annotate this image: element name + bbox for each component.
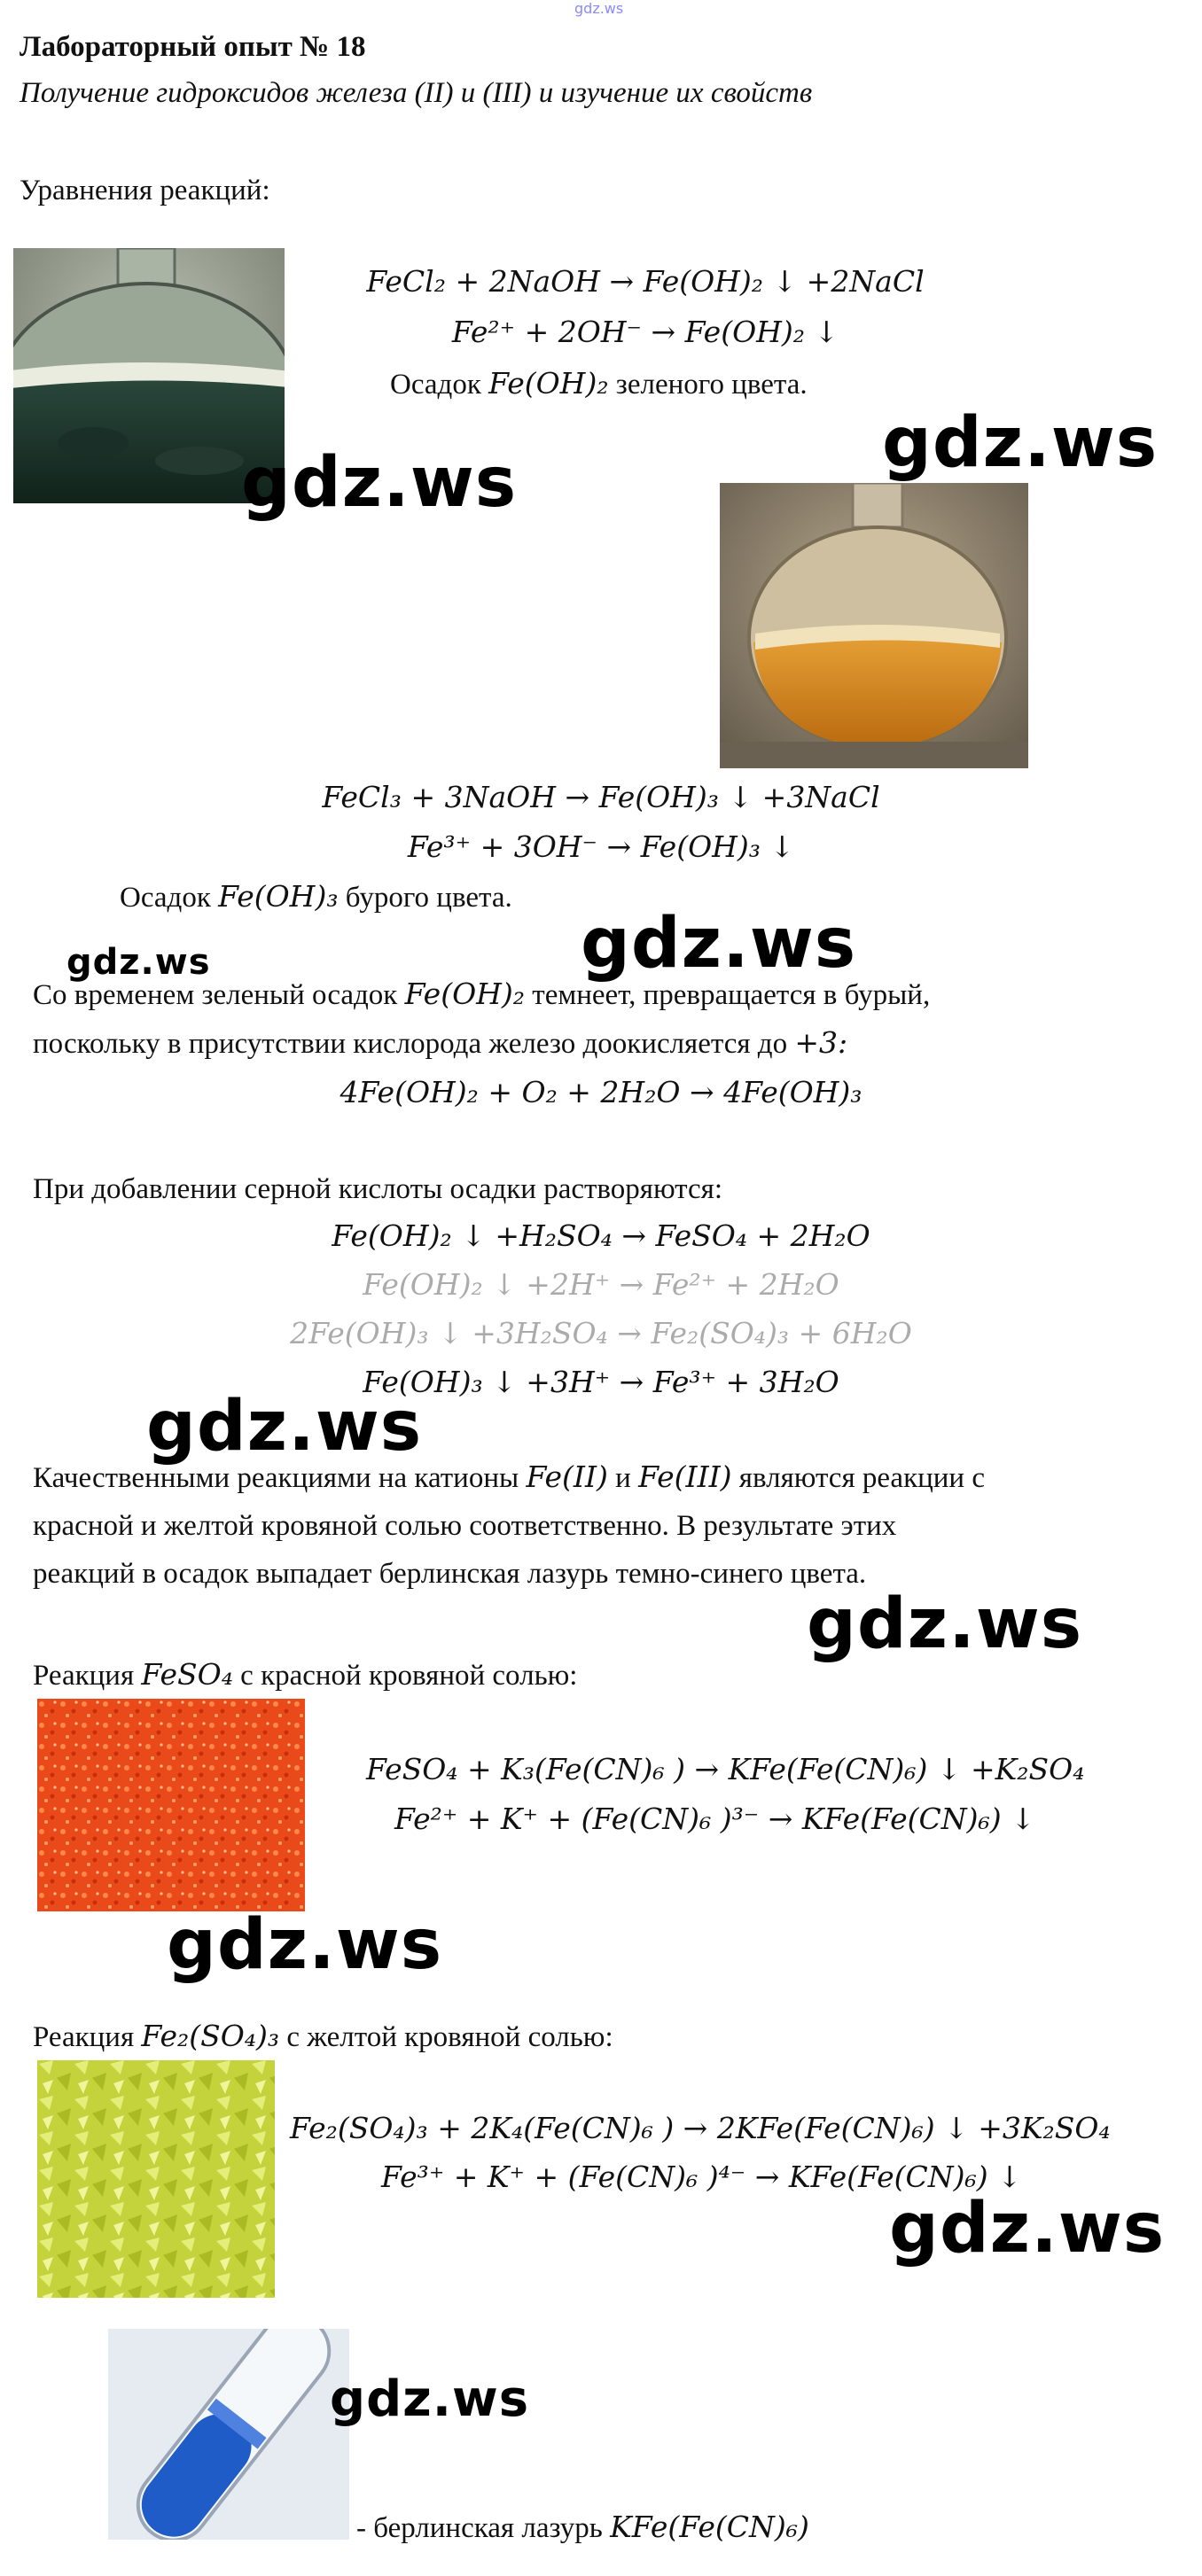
equation-fe3-ionic: Fe³⁺ + 3OH⁻ → Fe(OH)₃ ↓ [407,829,795,864]
red-salt-heading: Реакция FeSO₄ с красной кровяной солью: [33,1657,578,1692]
top-watermark: gdz.ws [574,0,624,17]
watermark: gdz.ws [330,2370,530,2428]
equation-acid-2: Fe(OH)₂ ↓ +2H⁺ → Fe²⁺ + 2H₂O [363,1267,839,1302]
equation-yellow-salt-molecular: Fe₂(SO₄)₃ + 2K₄(Fe(CN)₆ ) → 2KFe(Fe(CN)₆) ↓ +3K₂SO₄ [290,2111,1111,2145]
yellow-salt-heading: Реакция Fe₂(SO₄)₃ с желтой кровяной солью: [33,2019,613,2053]
equation-fe2-ionic: Fe²⁺ + 2OH⁻ → Fe(OH)₂ ↓ [451,315,839,349]
equation-acid-1: Fe(OH)₂ ↓ +H₂SO₄ → FeSO₄ + 2H₂O [332,1218,870,1253]
equation-acid-3: 2Fe(OH)₃ ↓ +3H₂SO₄ → Fe₂(SO₄)₃ + 6H₂O [290,1316,912,1350]
acid-intro: При добавлении серной кислоты осадки растворяются: [33,1173,722,1205]
caption-text: Осадок [390,369,481,401]
equation-fecl3-molecular: FeCl₃ + 3NaOH → Fe(OH)₃ ↓ +3NaCl [322,780,880,814]
page-subtitle: Получение гидроксидов железа (II) и (III) и изучение их свойств [20,77,813,109]
oxidation-line-1: Со временем зеленый осадок Fe(OH)₂ темнеет, превращается в бурый, [33,977,931,1011]
equation-yellow-salt-ionic: Fe³⁺ + K⁺ + (Fe(CN)₆ )⁴⁻ → KFe(Fe(CN)₆) ↓ [381,2160,1022,2194]
caption-formula: Fe(OH)₃ [218,879,339,914]
flask-brown-precipitate-image [720,483,1028,768]
caption-brown-precipitate [120,879,512,915]
watermark: gdz.ws [581,904,857,984]
equation-red-salt-molecular: FeSO₄ + K₃(Fe(CN)₆ ) → KFe(Fe(CN)₆) ↓ +K₂SO₄ [366,1752,1085,1786]
equation-fecl2-molecular: FeCl₂ + 2NaOH → Fe(OH)₂ ↓ +2NaCl [366,264,925,299]
section-equations-heading: Уравнения реакций: [20,175,270,206]
equation-acid-4: Fe(OH)₃ ↓ +3H⁺ → Fe³⁺ + 3H₂O [363,1365,839,1399]
red-blood-salt-image [37,1699,305,1911]
equation-red-salt-ionic: Fe²⁺ + K⁺ + (Fe(CN)₆ )³⁻ → KFe(Fe(CN)₆) ↓ [394,1802,1035,1836]
prussian-blue-caption: - берлинская лазурь KFe(Fe(CN)₆) [356,2510,809,2544]
heading-formula: Fe₂(SO₄)₃ [141,2019,280,2053]
oxidation-state: +3: [794,1025,848,1060]
prussian-blue-test-tube-image [108,2329,349,2540]
qualitative-line-3: реакций в осадок выпадает берлинская лазурь темно-синего цвета. [33,1558,867,1590]
qualitative-line-1: Качественными реакциями на катионы Fe(II) и Fe(III) являются реакции с [33,1459,985,1494]
caption-text: зеленого цвета. [615,369,808,401]
watermark: gdz.ws [66,942,211,983]
equation-oxidation: 4Fe(OH)₂ + O₂ + 2H₂O → 4Fe(OH)₃ [340,1075,862,1109]
watermark: gdz.ws [882,403,1159,483]
qualitative-line-2: красной и желтой кровяной солью соответственно. В результате этих [33,1510,897,1542]
cation-formula: Fe(III) [638,1459,732,1494]
watermark: gdz.ws [241,443,518,523]
caption-formula: Fe(OH)₂ [488,366,609,401]
oxidation-line-2: поскольку в присутствии кислорода железо доокисляется до +3: [33,1025,848,1060]
caption-formula: KFe(Fe(CN)₆) [610,2510,809,2544]
caption-text: Осадок [120,882,211,914]
yellow-blood-salt-image [37,2060,275,2298]
watermark: gdz.ws [146,1387,423,1467]
cation-formula: Fe(II) [526,1459,608,1494]
caption-text: бурого цвета. [345,882,512,914]
watermark: gdz.ws [807,1584,1083,1664]
page-title: Лабораторный опыт № 18 [20,31,366,63]
watermark: gdz.ws [167,1905,443,1985]
oxidation-paragraph [33,970,930,1068]
caption-green-precipitate [390,366,808,402]
watermark: gdz.ws [889,2189,1166,2269]
oxidation-formula: Fe(OH)₂ [404,977,526,1011]
heading-formula: FeSO₄ [141,1657,233,1692]
qualitative-paragraph [33,1453,985,1598]
